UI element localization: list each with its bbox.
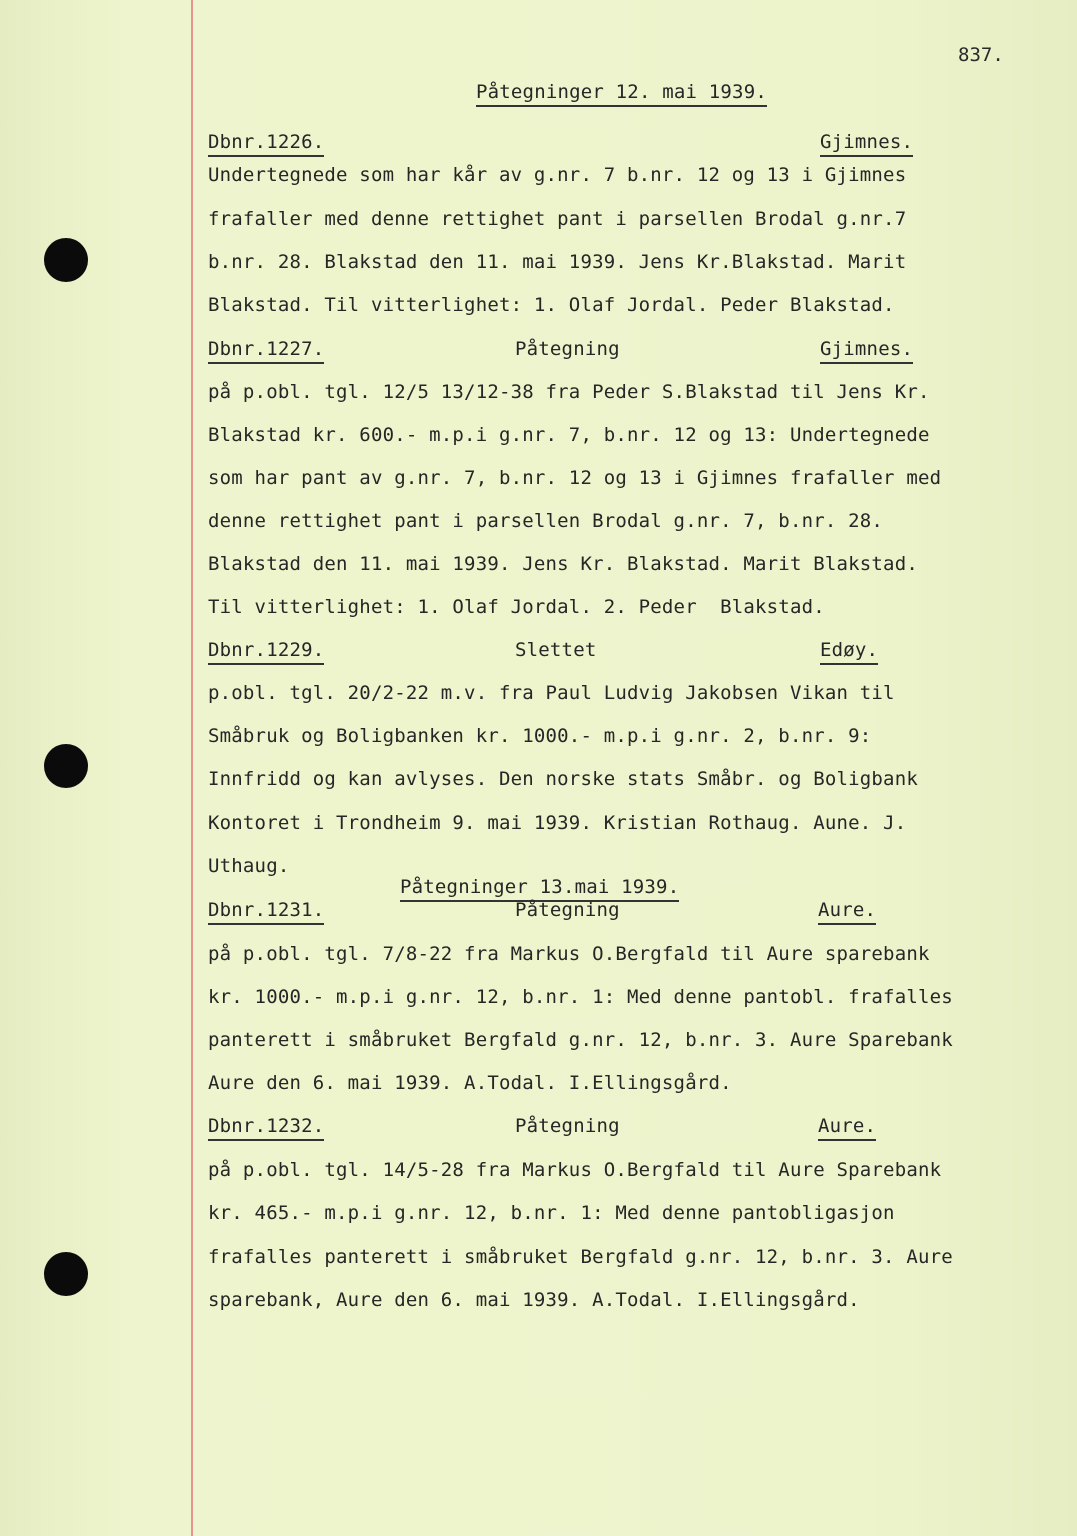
text-line-l17: Kontoret i Trondheim 9. mai 1939. Kristian Rothaug. Aune. J. (208, 812, 907, 834)
text-line-l13-col2: Edøy. (820, 638, 878, 665)
text-line-l24: Aure den 6. mai 1939. A.Todal. I.Ellingsgård. (208, 1072, 732, 1094)
text-line-l07: på p.obl. tgl. 12/5 13/12-38 fra Peder S.Blakstad til Jens Kr. (208, 381, 930, 403)
text-line-l20-col0: Dbnr.1231. (208, 898, 324, 925)
text-line-l02: Undertegnede som har kår av g.nr. 7 b.nr. 12 og 13 i Gjimnes (208, 164, 907, 186)
text-line-l22: kr. 1000.- m.p.i g.nr. 12, b.nr. 1: Med denne pantobl. frafalles (208, 986, 953, 1008)
text-line-l06-col2: Gjimnes. (820, 337, 913, 364)
text-line-l11: Blakstad den 11. mai 1939. Jens Kr. Blakstad. Marit Blakstad. (208, 553, 918, 575)
text-line-l13-col1: Slettet (515, 639, 597, 661)
text-line-l19: Påtegninger 13.mai 1939. (400, 875, 679, 902)
text-line-l05: Blakstad. Til vitterlighet: 1. Olaf Jordal. Peder Blakstad. (208, 294, 895, 316)
text-line-l04: b.nr. 28. Blakstad den 11. mai 1939. Jens Kr.Blakstad. Marit (208, 251, 907, 273)
text-line-l20-col1: Påtegning (515, 899, 620, 921)
punch-hole-icon (44, 238, 88, 282)
text-line-l25-col0: Dbnr.1232. (208, 1114, 324, 1141)
text-line-l08: Blakstad kr. 600.- m.p.i g.nr. 7, b.nr. 12 og 13: Undertegnede (208, 424, 930, 446)
page-header: Påtegninger 12. mai 1939. (476, 80, 767, 107)
punch-hole-icon (44, 744, 88, 788)
text-line-l20-col2: Aure. (818, 898, 876, 925)
text-line-l01-col1: Gjimnes. (820, 130, 913, 157)
text-line-l14: p.obl. tgl. 20/2-22 m.v. fra Paul Ludvig Jakobsen Vikan til (208, 682, 895, 704)
punch-hole-icon (44, 1252, 88, 1296)
text-line-l06-col1: Påtegning (515, 338, 620, 360)
text-line-l26: på p.obl. tgl. 14/5-28 fra Markus O.Bergfald til Aure Sparebank (208, 1159, 942, 1181)
red-margin-line (191, 0, 193, 1536)
text-line-l01-col0: Dbnr.1226. (208, 130, 324, 157)
text-line-l29: sparebank, Aure den 6. mai 1939. A.Todal. I.Ellingsgård. (208, 1289, 860, 1311)
text-line-l15: Småbruk og Boligbanken kr. 1000.- m.p.i g.nr. 2, b.nr. 9: (208, 725, 872, 747)
text-line-l28: frafalles panterett i småbruket Bergfald g.nr. 12, b.nr. 3. Aure (208, 1246, 953, 1268)
page-number: 837. (958, 44, 1004, 66)
text-line-l18: Uthaug. (208, 855, 290, 877)
text-line-l25-col1: Påtegning (515, 1115, 620, 1137)
text-line-l06-col0: Dbnr.1227. (208, 337, 324, 364)
text-line-l23: panterett i småbruket Bergfald g.nr. 12, b.nr. 3. Aure Sparebank (208, 1029, 953, 1051)
text-line-l13-col0: Dbnr.1229. (208, 638, 324, 665)
text-line-l03: frafaller med denne rettighet pant i parsellen Brodal g.nr.7 (208, 208, 907, 230)
text-line-l25-col2: Aure. (818, 1114, 876, 1141)
text-line-l09: som har pant av g.nr. 7, b.nr. 12 og 13 i Gjimnes frafaller med (208, 467, 942, 489)
text-line-l21: på p.obl. tgl. 7/8-22 fra Markus O.Bergfald til Aure sparebank (208, 943, 930, 965)
text-line-l10: denne rettighet pant i parsellen Brodal g.nr. 7, b.nr. 28. (208, 510, 884, 532)
text-line-l16: Innfridd og kan avlyses. Den norske stats Småbr. og Boligbank (208, 768, 918, 790)
text-line-l27: kr. 465.- m.p.i g.nr. 12, b.nr. 1: Med denne pantobligasjon (208, 1202, 895, 1224)
text-line-l12: Til vitterlighet: 1. Olaf Jordal. 2. Peder Blakstad. (208, 596, 825, 618)
